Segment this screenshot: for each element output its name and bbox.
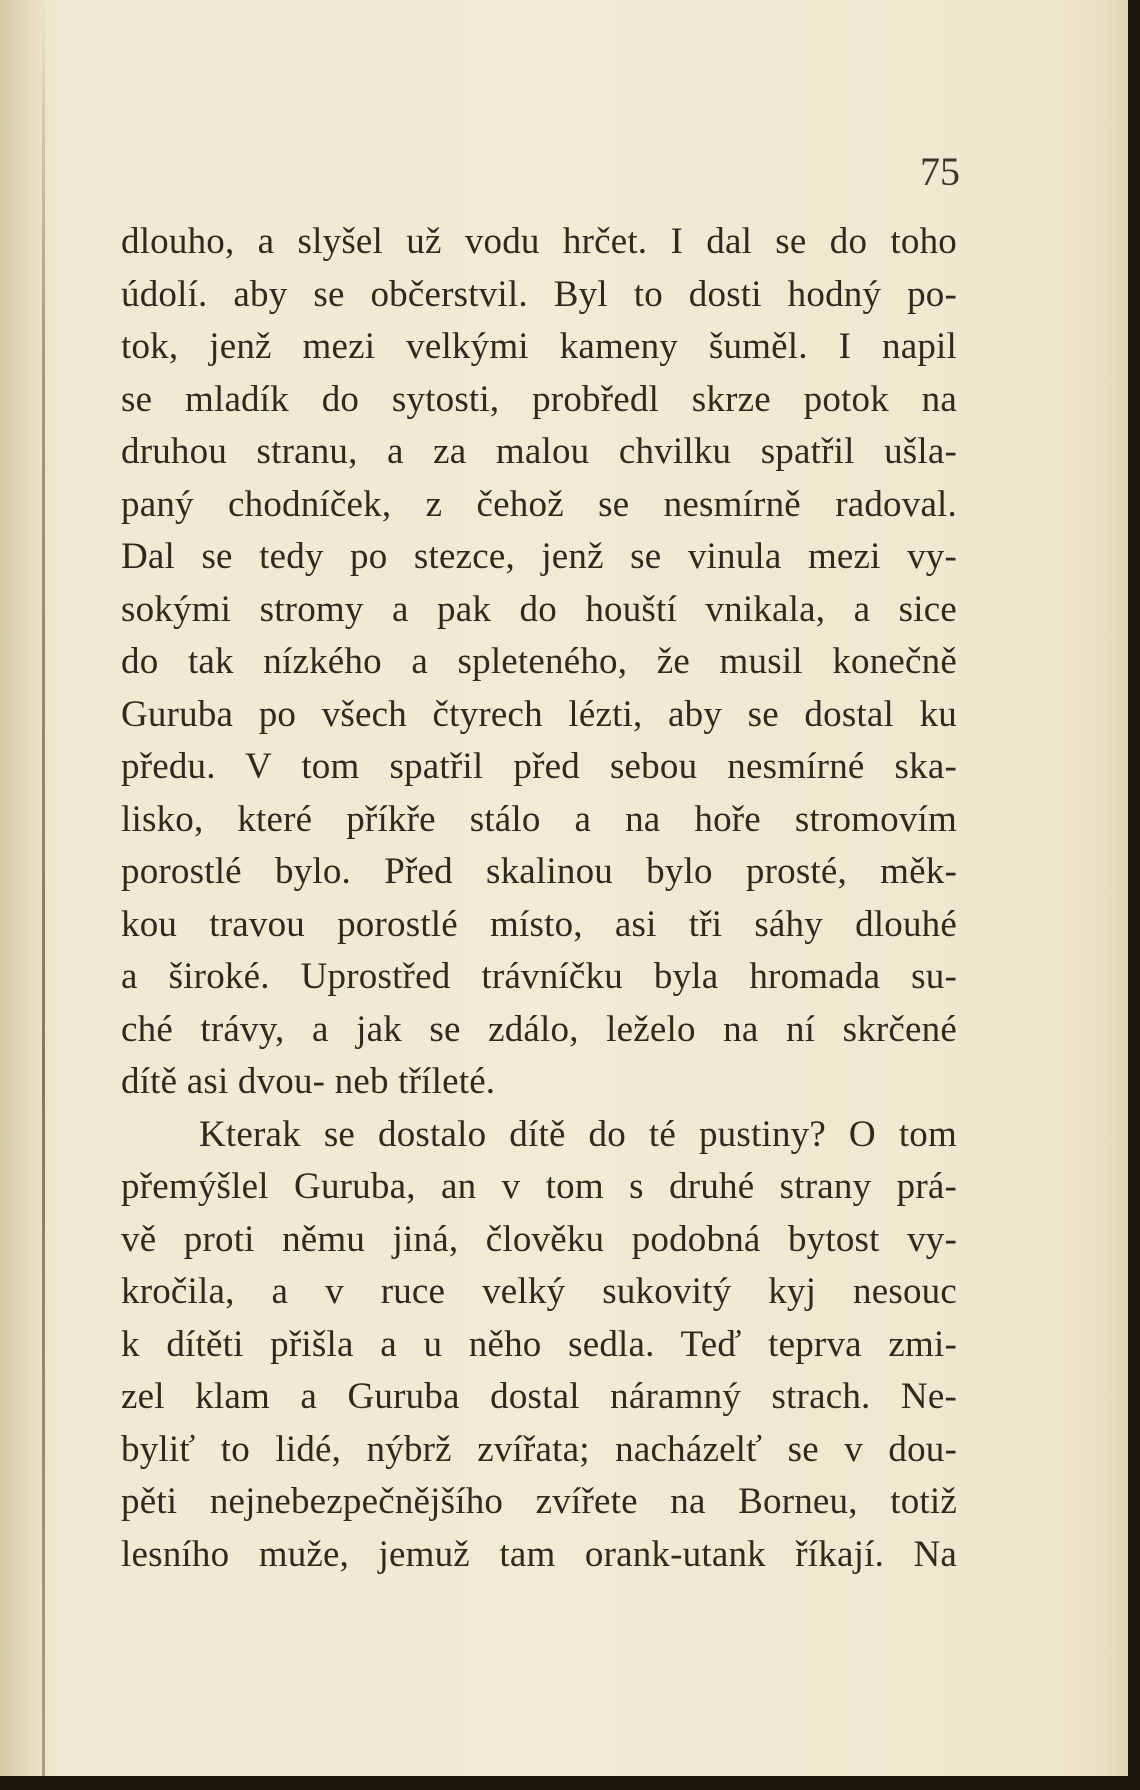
text-line: lesního muže, jemuž tam orank-utank říkají. Na [121, 1533, 957, 1575]
text-line: údolí. aby se občerstvil. Byl to dosti hodný po- [121, 273, 957, 315]
text-line: lisko, které příkře stálo a na hoře stromovím [121, 798, 957, 840]
text-line: do tak nízkého a spleteného, že musil konečně [121, 641, 957, 682]
scan-border-right [1128, 0, 1140, 1790]
text-line: zel klam a Guruba dostal náramný strach. Ne- [121, 1376, 957, 1417]
text-line: ché trávy, a jak se zdálo, leželo na ní skrčené [121, 1008, 957, 1050]
text-line: předu. V tom spatřil před sebou nesmírné ska- [121, 746, 957, 787]
paragraph-1 [121, 216, 957, 1109]
text-line: sokými stromy a pak do houští vnikala, a sice [121, 588, 957, 630]
text-line: pěti nejnebezpečnějšího zvířete na Borneu, totiž [121, 1481, 957, 1522]
text-line: k dítěti přišla a u něho sedla. Teď teprva zmi- [121, 1323, 957, 1365]
text-line: paný chodníček, z čehož se nesmírně radoval. [121, 483, 957, 525]
text-line: vě proti němu jiná, člověku podobná bytost vy- [121, 1218, 957, 1260]
text-line: dítě asi dvou- neb tříleté. [121, 1061, 496, 1102]
page-gutter-edge [42, 0, 45, 1790]
text-line: druhou stranu, a za malou chvilku spatřil ušla- [121, 431, 957, 472]
page-number: 75 [920, 149, 960, 194]
text-line: přemýšlel Guruba, an v tom s druhé strany prá- [121, 1166, 957, 1207]
text-line: tok, jenž mezi velkými kameny šuměl. I napil [121, 326, 957, 367]
text-line: Guruba po všech čtyrech lézti, aby se dostal ku [121, 693, 957, 735]
text-line: porostlé bylo. Před skalinou bylo prosté, měk- [121, 851, 957, 892]
text-line: Dal se tedy po stezce, jenž se vinula mezi vy- [121, 536, 957, 577]
page-gutter-shadow [0, 0, 60, 1790]
text-line: a široké. Uprostřed trávníčku byla hromada su- [121, 956, 957, 997]
scan-border-bottom [0, 1776, 1140, 1790]
text-line: se mladík do sytosti, probředl skrze potok na [121, 378, 957, 420]
body-text [121, 216, 957, 1581]
text-line: dlouho, a slyšel už vodu hrčet. I dal se do toho [121, 221, 957, 262]
text-line: byliť to lidé, nýbrž zvířata; nacházelť se v dou- [121, 1428, 957, 1470]
text-line: kročila, a v ruce velký sukovitý kyj nesouc [121, 1271, 957, 1312]
text-line: kou travou porostlé místo, asi tři sáhy dlouhé [121, 903, 957, 945]
text-line: Kterak se dostalo dítě do té pustiny? O tom [199, 1113, 957, 1155]
paragraph-2 [121, 1109, 957, 1582]
